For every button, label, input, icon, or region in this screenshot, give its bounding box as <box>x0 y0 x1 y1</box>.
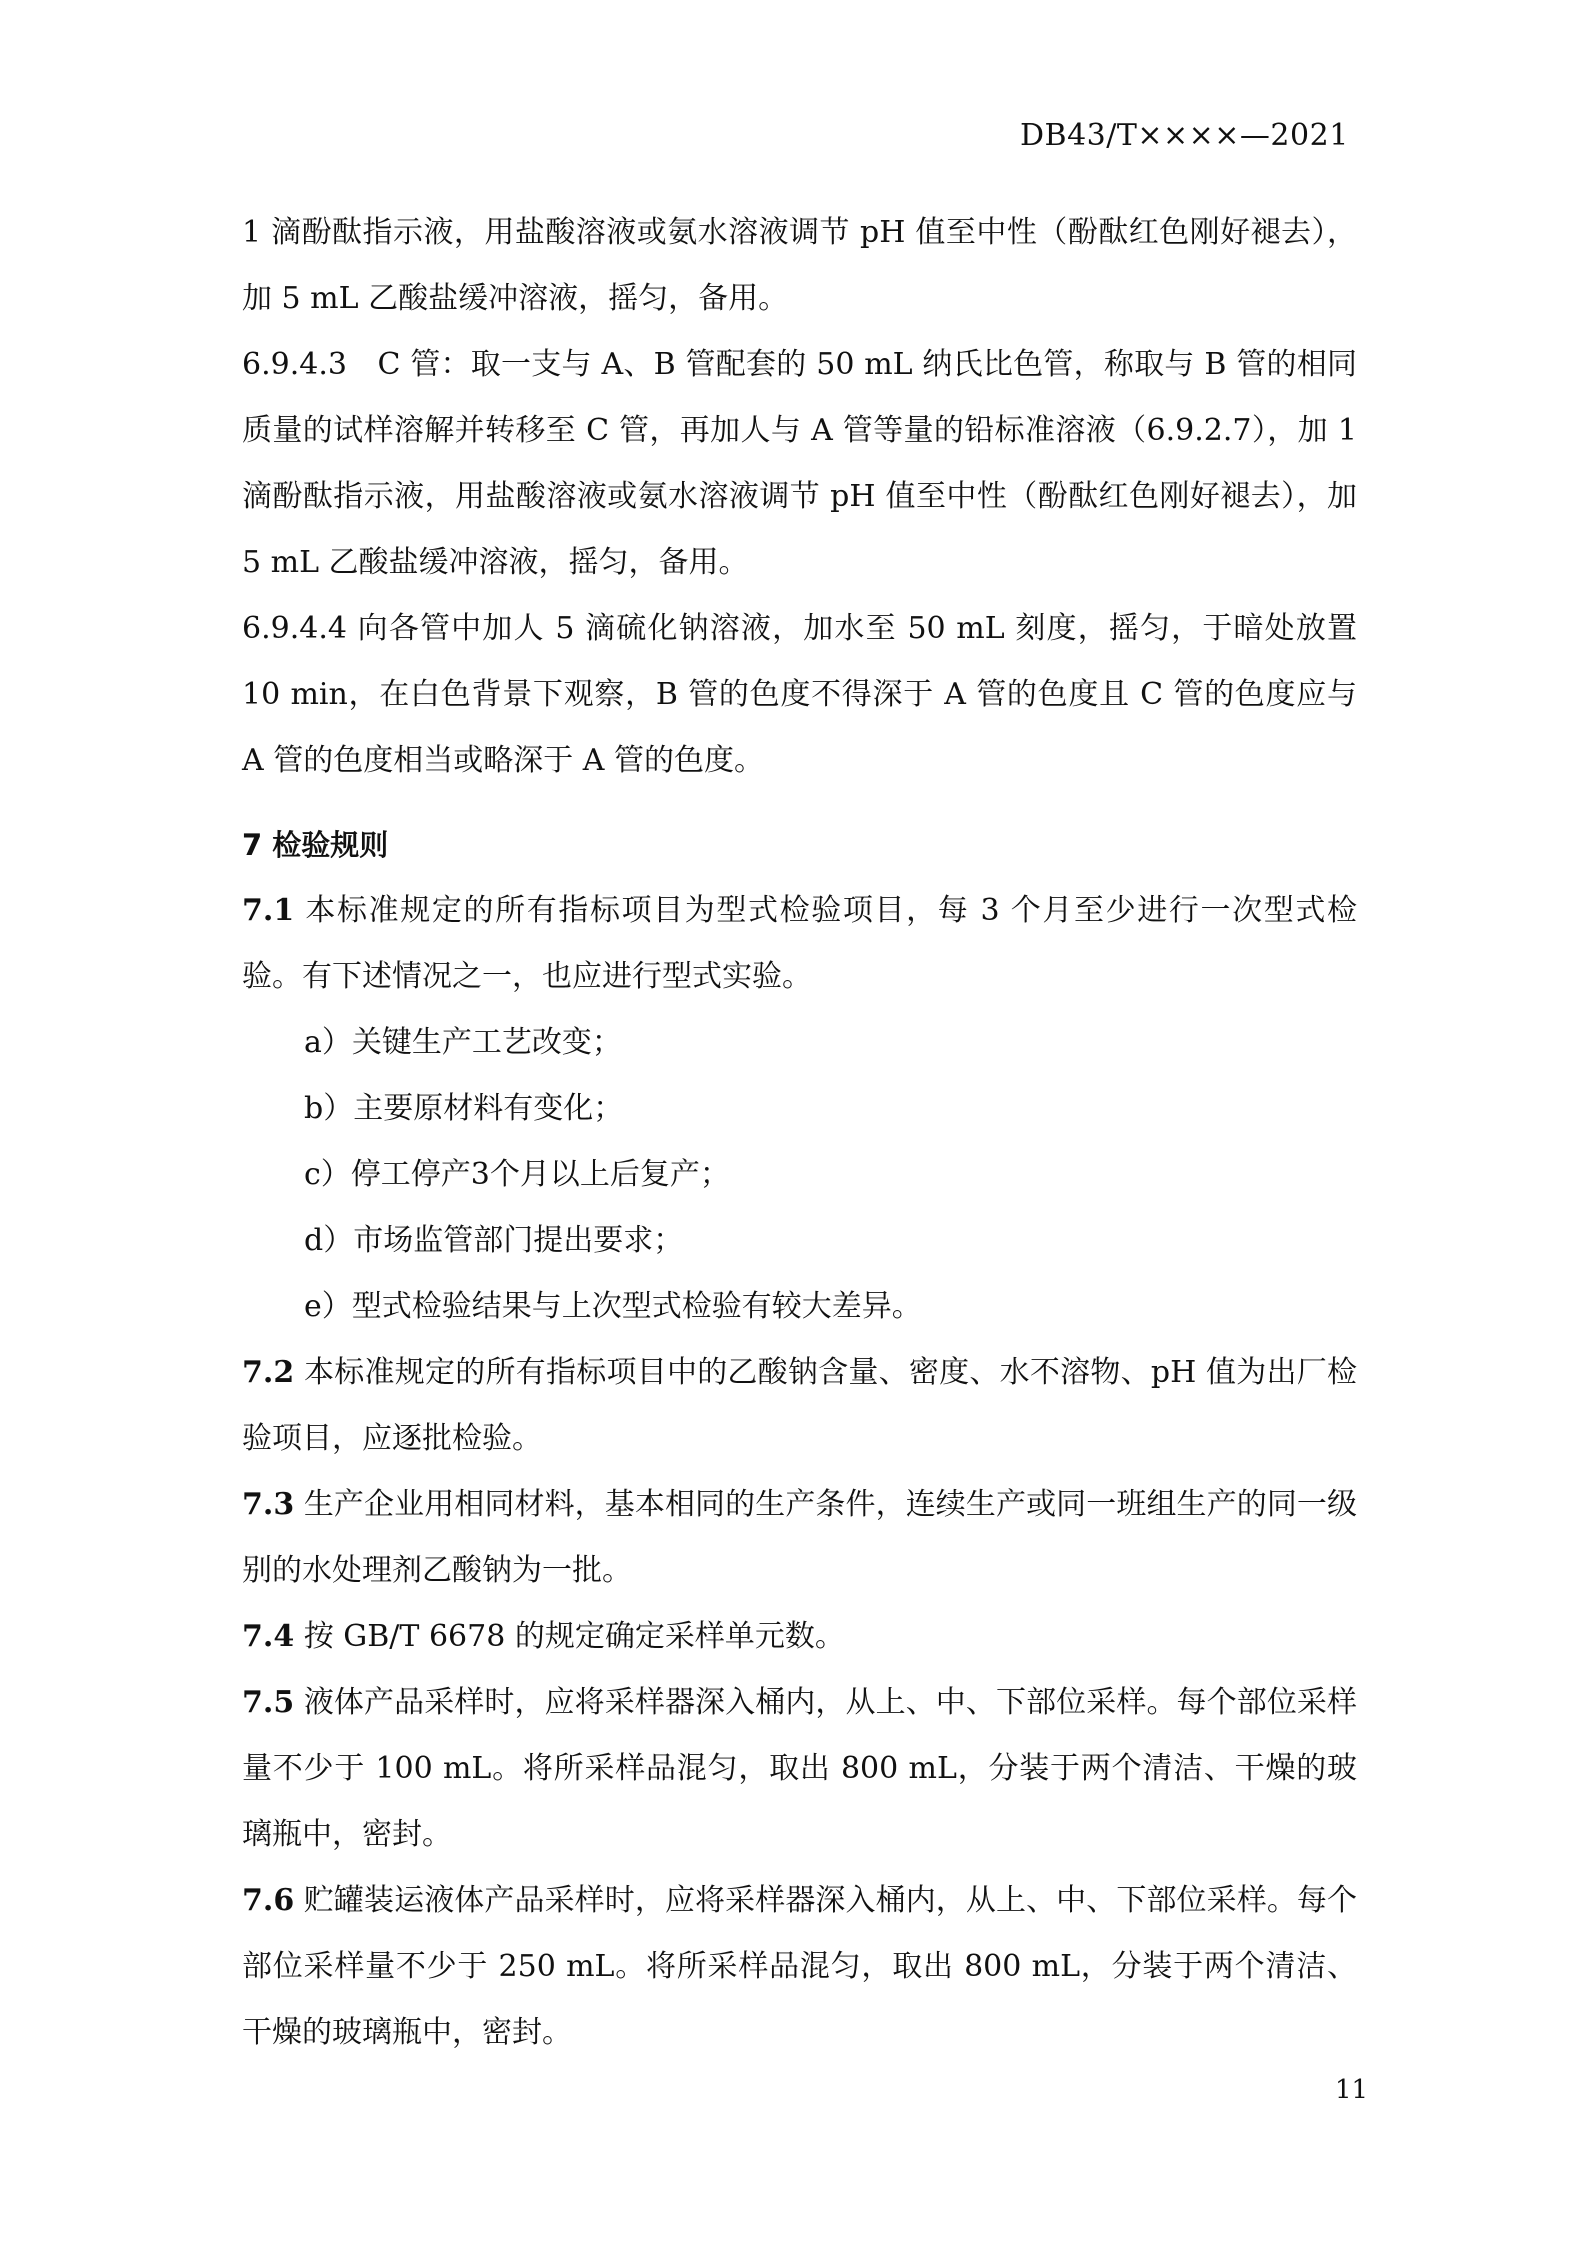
standard-code: DB43/T××××—2021 <box>1020 118 1349 153</box>
clause-7-6 <box>242 1868 1357 2066</box>
clause-text: C 管：取一支与 A、B 管配套的 50 mL 纳氏比色管，称取与 B 管的相同质量的试样溶解并转移至 C 管，再加人与 A 管等量的铅标准溶液（6.9.2.7），加 1 滴酚酞指示液，用盐酸溶液或氨水溶液调节 pH 值至中性（酚酞红色刚好褪去），加 5 mL 乙酸盐缓冲溶液，摇匀，备用。 <box>242 347 1357 580</box>
page-header <box>1020 118 1349 153</box>
clause-number: 7.1 <box>242 893 295 928</box>
clause-text: 向各管中加人 5 滴硫化钠溶液，加水至 50 mL 刻度，摇匀，于暗处放置 10 min，在白色背景下观察，B 管的色度不得深于 A 管的色度且 C 管的色度应与 A 管的色度相当或略深于 A 管的色度。 <box>242 611 1357 778</box>
list-item: b）主要原材料有变化； <box>304 1091 624 1126</box>
clause-6-9-4-4 <box>242 596 1357 794</box>
clause-number: 7.6 <box>242 1883 295 1918</box>
clause-7-2 <box>242 1340 1357 1472</box>
list-item: a）关键生产工艺改变； <box>304 1025 622 1060</box>
clause-text: 本标准规定的所有指标项目为型式检验项目，每 3 个月至少进行一次型式检验。有下述情况之一，也应进行型式实验。 <box>242 893 1357 994</box>
clause-text: 贮罐装运液体产品采样时，应将采样器深入桶内，从上、中、下部位采样。每个部位采样量不少于 250 mL。将所采样品混匀，取出 800 mL，分装于两个清洁、干燥的玻璃瓶中，密封。 <box>242 1883 1357 2050</box>
clause-7-1 <box>242 878 1357 1010</box>
page-number: 11 <box>1335 2075 1369 2105</box>
list-item: c）停工停产3个月以上后复产； <box>304 1157 730 1192</box>
clause-text: 生产企业用相同材料，基本相同的生产条件，连续生产或同一班组生产的同一级别的水处理剂乙酸钠为一批。 <box>242 1487 1357 1588</box>
clause-text: 本标准规定的所有指标项目中的乙酸钠含量、密度、水不溶物、pH 值为出厂检验项目，应逐批检验。 <box>242 1355 1357 1456</box>
clause-number: 7.5 <box>242 1685 295 1720</box>
clause-number: 6.9.4.3 <box>242 347 347 382</box>
clause-number: 7.2 <box>242 1355 295 1390</box>
list-item: d）市场监管部门提出要求； <box>304 1223 684 1258</box>
document-body <box>242 200 1357 2066</box>
clause-number: 6.9.4.4 <box>242 611 347 646</box>
clause-number: 7.3 <box>242 1487 295 1522</box>
clause-6-9-4-3 <box>242 332 1357 596</box>
clause-7-5 <box>242 1670 1357 1868</box>
clause-7-3 <box>242 1472 1357 1604</box>
clause-text: 液体产品采样时，应将采样器深入桶内，从上、中、下部位采样。每个部位采样量不少于 100 mL。将所采样品混匀，取出 800 mL，分装于两个清洁、干燥的玻璃瓶中，密封。 <box>242 1685 1357 1852</box>
clause-number: 7.4 <box>242 1619 295 1654</box>
list-item: e）型式检验结果与上次型式检验有较大差异。 <box>304 1289 922 1324</box>
paragraph-text: 1 滴酚酞指示液，用盐酸溶液或氨水溶液调节 pH 值至中性（酚酞红色刚好褪去），加 5 mL 乙酸盐缓冲溶液，摇匀，备用。 <box>242 215 1357 316</box>
clause-7-4 <box>242 1604 1357 1670</box>
section-title: 7 检验规则 <box>242 828 389 862</box>
paragraph-continuation <box>242 200 1357 332</box>
clause-text: 按 GB/T 6678 的规定确定采样单元数。 <box>303 1619 845 1654</box>
